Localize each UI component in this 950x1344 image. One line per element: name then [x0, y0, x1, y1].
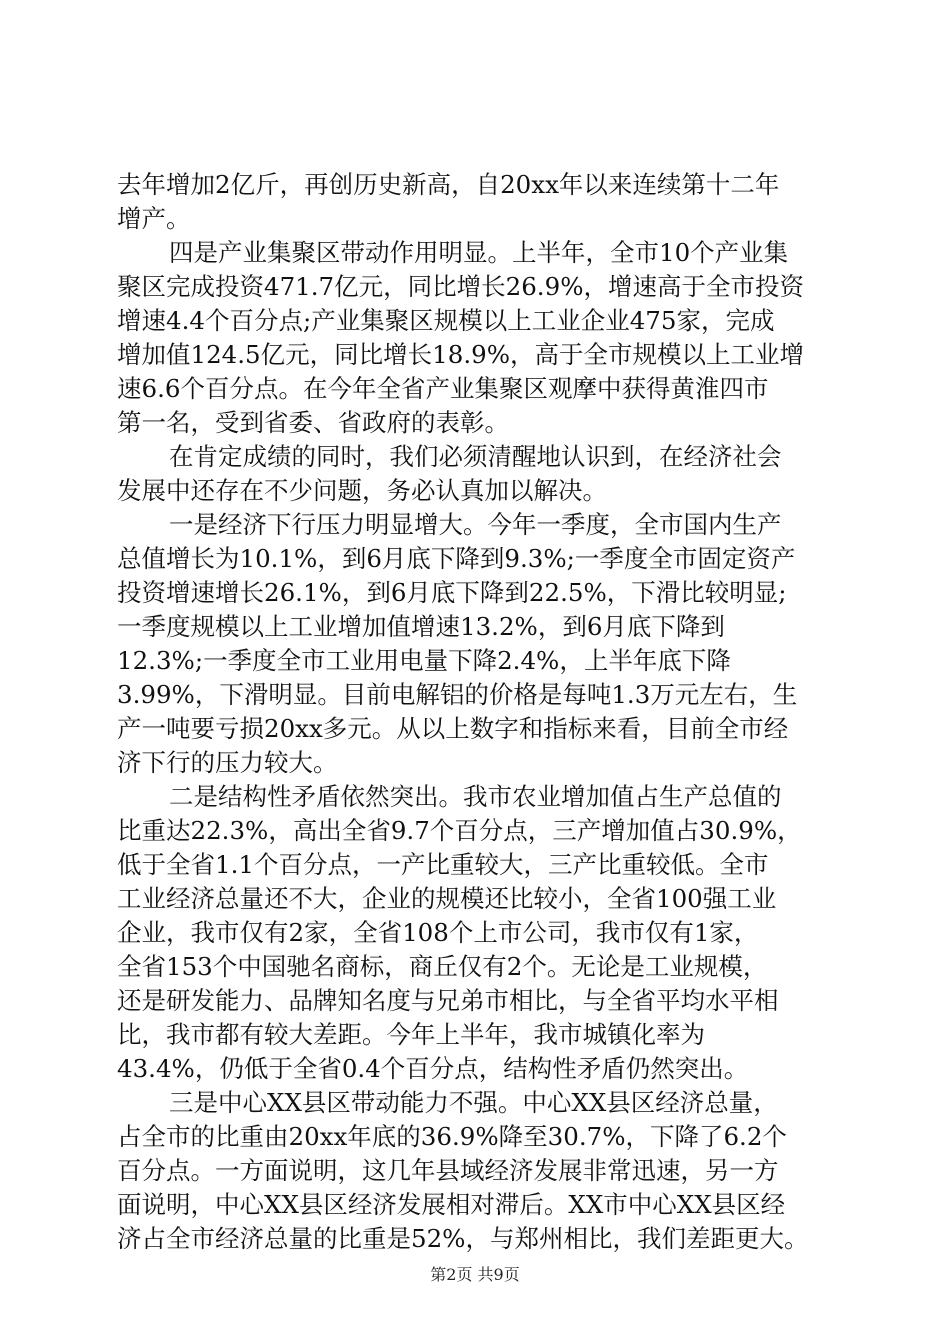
text-line: 低于全省1.1个百分点，一产比重较大，三产比重较低。全市	[117, 850, 769, 879]
text-line: 三是中心XX县区带动能力不强。中心XX县区经济总量，	[169, 1088, 778, 1117]
text-line: 增速4.4个百分点;产业集聚区规模以上工业企业475家，完成	[117, 306, 775, 335]
document-body	[117, 168, 833, 1256]
text-line: 济占全市经济总量的比重是52%，与郑州相比，我们差距更大。	[117, 1224, 809, 1253]
text-line: 一是经济下行压力明显增大。今年一季度，全市国内生产	[169, 510, 782, 539]
text-line: 3.99%，下滑明显。目前电解铝的价格是每吨1.3万元左右，生	[117, 680, 798, 709]
text-line: 增加值124.5亿元，同比增长18.9%，高于全市规模以上工业增	[117, 340, 804, 369]
text-line: 比重达22.3%，高出全省9.7个百分点，三产增加值占30.9%，	[117, 816, 802, 845]
text-line: 比，我市都有较大差距。今年上半年，我市城镇化率为	[117, 1020, 705, 1049]
text-line: 聚区完成投资471.7亿元，同比增长26.9%，增速高于全市投资	[117, 272, 804, 301]
text-line: 速6.6个百分点。在今年全省产业集聚区观摩中获得黄淮四市	[117, 374, 769, 403]
page-footer: 第2页 共9页	[430, 1265, 520, 1284]
text-line: 12.3%;一季度全市工业用电量下降2.4%，上半年底下降	[117, 646, 731, 675]
text-line: 第一名，受到省委、省政府的表彰。	[117, 408, 509, 437]
text-line: 投资增速增长26.1%，到6月底下降到22.5%，下滑比较明显;	[117, 578, 787, 607]
text-line: 占全市的比重由20xx年底的36.9%降至30.7%，下降了6.2个	[117, 1122, 787, 1151]
text-line: 去年增加2亿斤，再创历史新高，自20xx年以来连续第十二年	[117, 170, 780, 199]
text-line: 43.4%，仍低于全省0.4个百分点，结构性矛盾仍然突出。	[117, 1054, 749, 1083]
text-line: 产一吨要亏损20xx多元。从以上数字和指标来看，目前全市经	[117, 714, 789, 743]
text-line: 一季度规模以上工业增加值增速13.2%，到6月底下降到	[117, 612, 725, 641]
text-line: 四是产业集聚区带动作用明显。上半年，全市10个产业集	[169, 238, 789, 267]
text-line: 工业经济总量还不大，企业的规模还比较小，全省100强工业	[117, 884, 777, 913]
text-line: 济下行的压力较大。	[117, 748, 338, 777]
text-line: 发展中还存在不少问题，务必认真加以解决。	[117, 476, 607, 505]
text-line: 全省153个中国驰名商标，商丘仅有2个。无论是工业规模，	[117, 952, 768, 981]
text-line: 面说明，中心XX县区经济发展相对滞后。XX市中心XX县区经	[117, 1190, 786, 1219]
text-line: 还是研发能力、品牌知名度与兄弟市相比，与全省平均水平相	[117, 986, 779, 1015]
text-line: 二是结构性矛盾依然突出。我市农业增加值占生产总值的	[169, 782, 782, 811]
text-line: 在肯定成绩的同时，我们必须清醒地认识到，在经济社会	[169, 442, 782, 471]
text-line: 增产。	[117, 204, 191, 233]
text-line: 总值增长为10.1%，到6月底下降到9.3%;一季度全市固定资产	[117, 544, 796, 573]
text-line: 百分点。一方面说明，这几年县域经济发展非常迅速，另一方	[117, 1156, 779, 1185]
text-line: 企业，我市仅有2家，全省108个上市公司，我市仅有1家，	[117, 918, 759, 947]
